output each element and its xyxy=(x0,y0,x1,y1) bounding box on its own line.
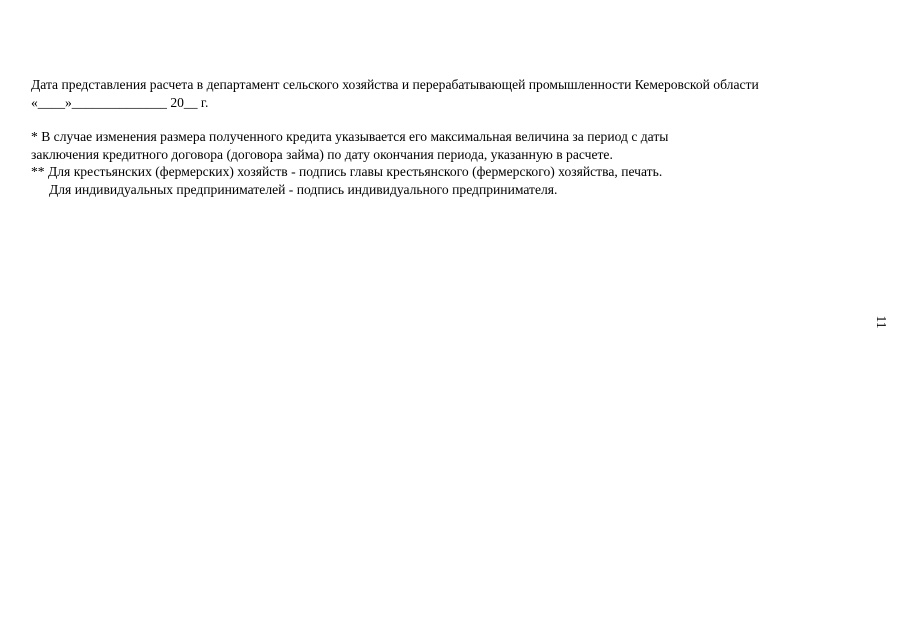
submission-date-blank: «____»______________ 20__ г. xyxy=(31,95,209,110)
submission-date-label: Дата представления расчета в департамент сельского хозяйства и перерабатывающей промышленности Кемеровской области xyxy=(31,77,759,92)
page-number: 11 xyxy=(874,315,889,329)
footnote-credit-line-2: заключения кредитного договора (договора займа) по дату окончания периода, указанную в расчете. xyxy=(31,147,613,162)
footnote-signature-line-1: ** Для крестьянских (фермерских) хозяйств - подпись главы крестьянского (фермерского) хозяйства, печать. xyxy=(31,164,663,179)
footnote-credit-line-1: * В случае изменения размера полученного кредита указывается его максимальная величина за период с даты xyxy=(31,129,669,144)
footnote-signature-line-2: Для индивидуальных предпринимателей - подпись индивидуального предпринимателя. xyxy=(49,182,558,197)
